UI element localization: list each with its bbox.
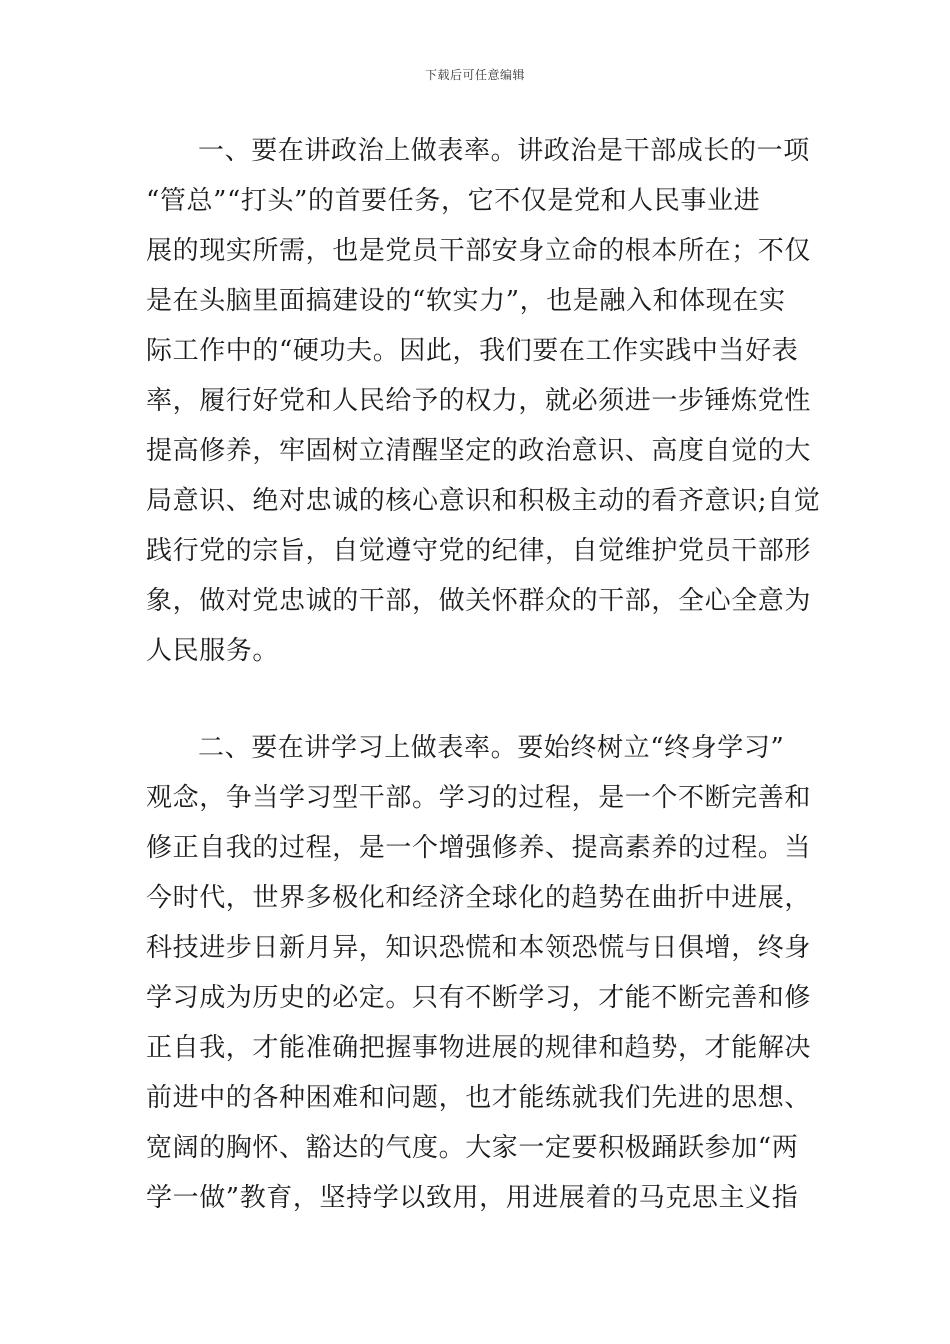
- paragraph-line: 提高修养，牢固树立清醒坚定的政治意识、高度自觉的大: [146, 436, 812, 466]
- paragraph-line: 学一做”教育，坚持学以致用，用进展着的马克思主义指: [146, 1183, 799, 1213]
- paragraph-line: 宽阔的胸怀、豁达的气度。大家一定要积极踊跃参加“两: [146, 1133, 799, 1163]
- paragraph-line: 观念，争当学习型干部。学习的过程，是一个不断完善和: [146, 783, 812, 813]
- paragraph-line: 人民服务。: [146, 636, 280, 666]
- paragraph-politics: [146, 126, 821, 676]
- paragraph-line: 修正自我的过程，是一个增强修养、提高素养的过程。当: [146, 833, 812, 863]
- paragraph-line: 前进中的各种困难和问题，也才能练就我们先进的思想、: [146, 1083, 812, 1113]
- paragraph-line: “管总”“打头”的首要任务，它不仅是党和人民事业进: [146, 186, 761, 216]
- paragraph-line: 学习成为历史的必定。只有不断学习，才能不断完善和修: [146, 983, 812, 1013]
- paragraph-line: 展的现实所需，也是党员干部安身立命的根本所在；不仅: [146, 236, 812, 266]
- paragraph-line: 是在头脑里面搞建设的“软实力”，也是融入和体现在实: [146, 286, 786, 316]
- paragraph-line: 今时代，世界多极化和经济全球化的趋势在曲折中进展，: [146, 883, 812, 913]
- paragraph-line: 科技进步日新月异，知识恐慌和本领恐慌与日俱增，终身: [146, 933, 812, 963]
- paragraph-line: 正自我，才能准确把握事物进展的规律和趋势，才能解决: [146, 1033, 812, 1063]
- page-header-note: 下载后可任意编辑: [424, 68, 525, 82]
- paragraph-line: 局意识、绝对忠诚的核心意识和积极主动的看齐意识;自觉: [146, 486, 821, 516]
- paragraph-line: 践行党的宗旨，自觉遵守党的纪律，自觉维护党员干部形: [146, 536, 812, 566]
- paragraph-line: 一、要在讲政治上做表率。讲政治是干部成长的一项: [198, 136, 810, 166]
- paragraph-line: 际工作中的“硬功夫。因此，我们要在工作实践中当好表: [146, 336, 799, 366]
- paragraph-line: 象，做对党忠诚的干部，做关怀群众的干部，全心全意为: [146, 586, 812, 616]
- paragraph-line: 二、要在讲学习上做表率。要始终树立“终身学习”: [198, 733, 785, 763]
- paragraph-learning: [146, 723, 810, 1223]
- paragraph-line: 率，履行好党和人民给予的权力，就必须进一步锤炼党性: [146, 386, 812, 416]
